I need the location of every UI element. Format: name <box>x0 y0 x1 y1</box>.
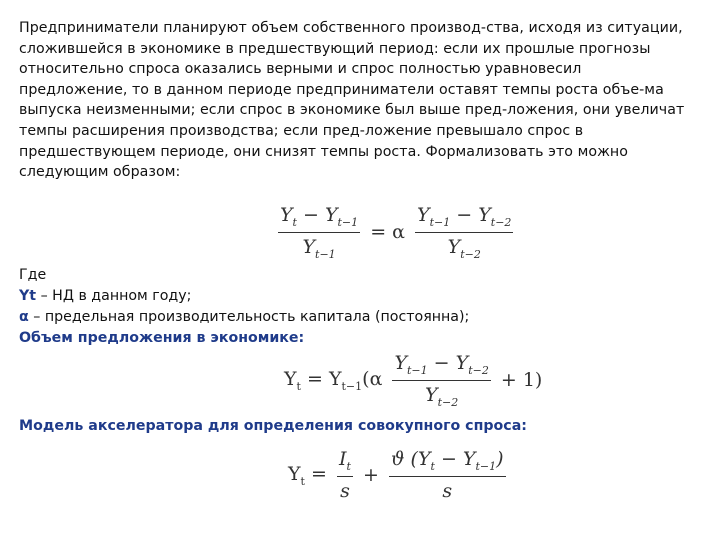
denominator: s <box>340 479 350 502</box>
denominator: s <box>442 479 453 502</box>
intro-paragraph <box>19 18 709 183</box>
fraction <box>337 448 353 502</box>
formula-lhs: $Y_t = Y_{t-1}(\alpha$ <box>284 367 383 393</box>
intro-line: предложение, то в данном периоде предприниматели оставят темпы роста объе-ма <box>19 81 664 98</box>
numerator: $Y_{t-1} - Y_{t-2}$ <box>392 352 490 381</box>
yt-text: – НД в данном году; <box>36 288 192 304</box>
plus-sign: + <box>362 463 379 486</box>
accelerator-heading: Модель акселератора для определения совокупного спроса: <box>19 418 527 434</box>
accelerator-formula <box>284 448 506 502</box>
numerator: $Y_{t-1} - Y_{t-2}$ <box>415 204 513 233</box>
intro-line: следующим образом: <box>19 164 181 181</box>
yt-definition <box>19 286 191 307</box>
fraction <box>415 204 513 261</box>
intro-line: Предприниматели планируют объем собственного производ-ства, исходя из ситуации, <box>19 20 683 36</box>
alpha-symbol: α <box>19 309 29 325</box>
denominator: $Y_{t-2}$ <box>447 235 481 261</box>
intro-line: сложившейся в экономике в предшествующий период: если их прошлые прогнозы <box>19 40 651 57</box>
intro-line: выпуска неизменными; если спрос в экономике был выше пред-ложения, они увеличат <box>19 102 685 119</box>
numerator: ϑ $(Y_t - Y_{t-1})$ <box>389 448 506 477</box>
fraction <box>278 204 360 261</box>
alpha-text: – предельная производительность капитала (постоянна); <box>28 309 470 325</box>
yt-symbol: Yt <box>19 288 37 304</box>
formula-tail: + 1) <box>500 369 543 392</box>
denominator: $Y_{t-2}$ <box>425 383 459 409</box>
formula-lhs: $Y_t$ = <box>288 462 327 488</box>
alpha-definition <box>19 307 469 328</box>
denominator: $Y_{t-1}$ <box>302 235 336 261</box>
where-label: Где <box>19 267 47 283</box>
supply-formula <box>280 352 546 409</box>
fraction <box>389 448 506 502</box>
intro-line: предшествующем периоде, они снизят темпы роста. Формализовать это можно <box>19 143 628 160</box>
numerator: $I_t$ <box>337 448 353 477</box>
supply-heading: Объем предложения в экономике: <box>19 330 305 346</box>
fraction <box>392 352 490 409</box>
equals-alpha: = α <box>370 221 405 244</box>
intro-line: относительно спроса оказались верными и спрос полностью уравновесил <box>19 61 582 78</box>
numerator: $Y_t - Y_{t-1}$ <box>278 204 360 233</box>
intro-line: темпы расширения производства; если пред-ложение превышало спрос в <box>19 122 584 139</box>
growth-formula <box>278 204 513 261</box>
